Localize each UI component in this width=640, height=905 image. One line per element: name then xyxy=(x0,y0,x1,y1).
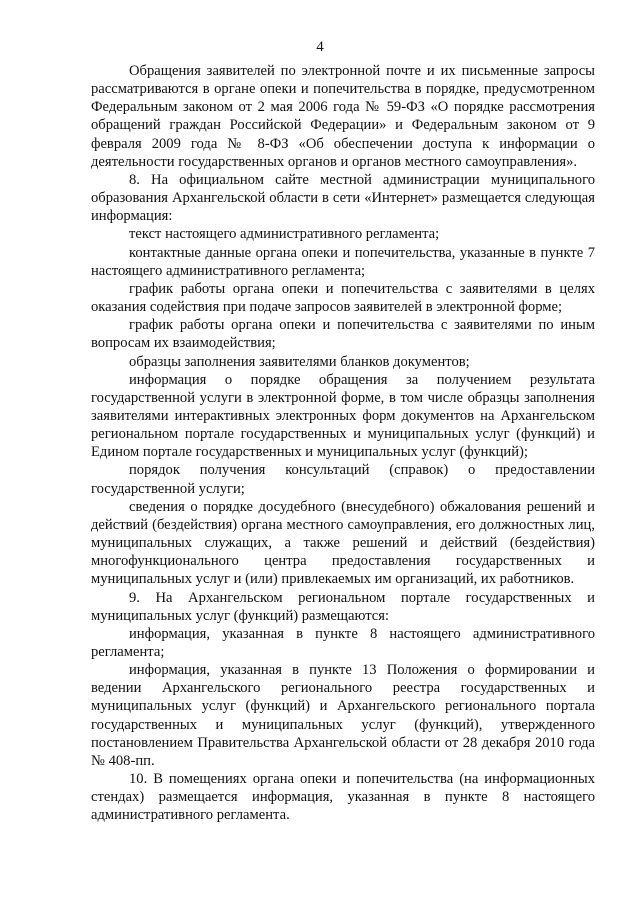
list-item: информация, указанная в пункте 13 Положения о формировании и ведении Архангельского регионального реестра государственных и муниципальных услуг (функций) и Архангельского регионального портала государственных и муниципальных услуг (функций), утвержденного постановлением Правительства Архангельской области от 28 декабря 2010 года № 408-пп. xyxy=(91,662,595,769)
list-item: текст настоящего административного регламента; xyxy=(129,226,440,243)
paragraph-appeals: Обращения заявителей по электронной почте и их письменные запросы рассматриваются в органе опеки и попечительства в порядке, предусмотренном Федеральным законом от 2 мая 2006 года № 59-ФЗ «О порядке рассмотрения обращений граждан Российской Федерации» и Федеральным законом от 9 февраля 2009 года № 8-ФЗ «Об обеспечении доступа к информации о деятельности государственных органов и органов местного самоуправления». xyxy=(91,63,595,170)
list-item: график работы органа опеки и попечительства с заявителями в целях оказания содействия при подаче запросов заявителей в электронной форме; xyxy=(91,280,595,316)
paragraph-item-8: 8. На официальном сайте местной администрации муниципального образования Архангельской области в сети «Интернет» размещается следующая информация: xyxy=(91,171,595,225)
list-item: график работы органа опеки и попечительства с заявителями по иным вопросам их взаимодействия; xyxy=(91,317,595,352)
list-item: порядок получения консультаций (справок) о предоставлении государственной услуги; xyxy=(91,462,595,497)
list-item: информация, указанная в пункте 8 настоящего административного регламента; xyxy=(91,625,595,660)
list-item: сведения о порядке досудебного (внесудебного) обжалования решений и действий (бездействия) органа местного самоуправления, его должностных лиц, муниципальных служащих, а также решений и действий (бездействия) многофункционального центра предоставления государственных и муниципальных услуг и (или) привлекаемых им организаций, их работников. xyxy=(91,498,595,588)
list-item: информация о порядке обращения за получением результата государственной услуги в электронной форме, в том числе образцы заполнения заявителями интерактивных электронных форм документов на Архангельском региональном портале государственных и муниципальных услуг (функций) и Едином портале государственных и муниципальных услуг (функций); xyxy=(91,371,595,461)
list-item: контактные данные органа опеки и попечительства, указанные в пункте 7 настоящего административного регламента; xyxy=(91,244,595,279)
list-item: образцы заполнения заявителями бланков документов; xyxy=(129,353,470,370)
paragraph-item-10: 10. В помещениях органа опеки и попечительства (на информационных стендах) размещается информация, указанная в пункте 8 настоящего административного регламента. xyxy=(91,771,595,824)
page-number: 4 xyxy=(316,39,324,55)
paragraph-item-9: 9. На Архангельском региональном портале государственных и муниципальных услуг (функций) размещаются: xyxy=(91,589,595,624)
document-body xyxy=(91,62,595,825)
